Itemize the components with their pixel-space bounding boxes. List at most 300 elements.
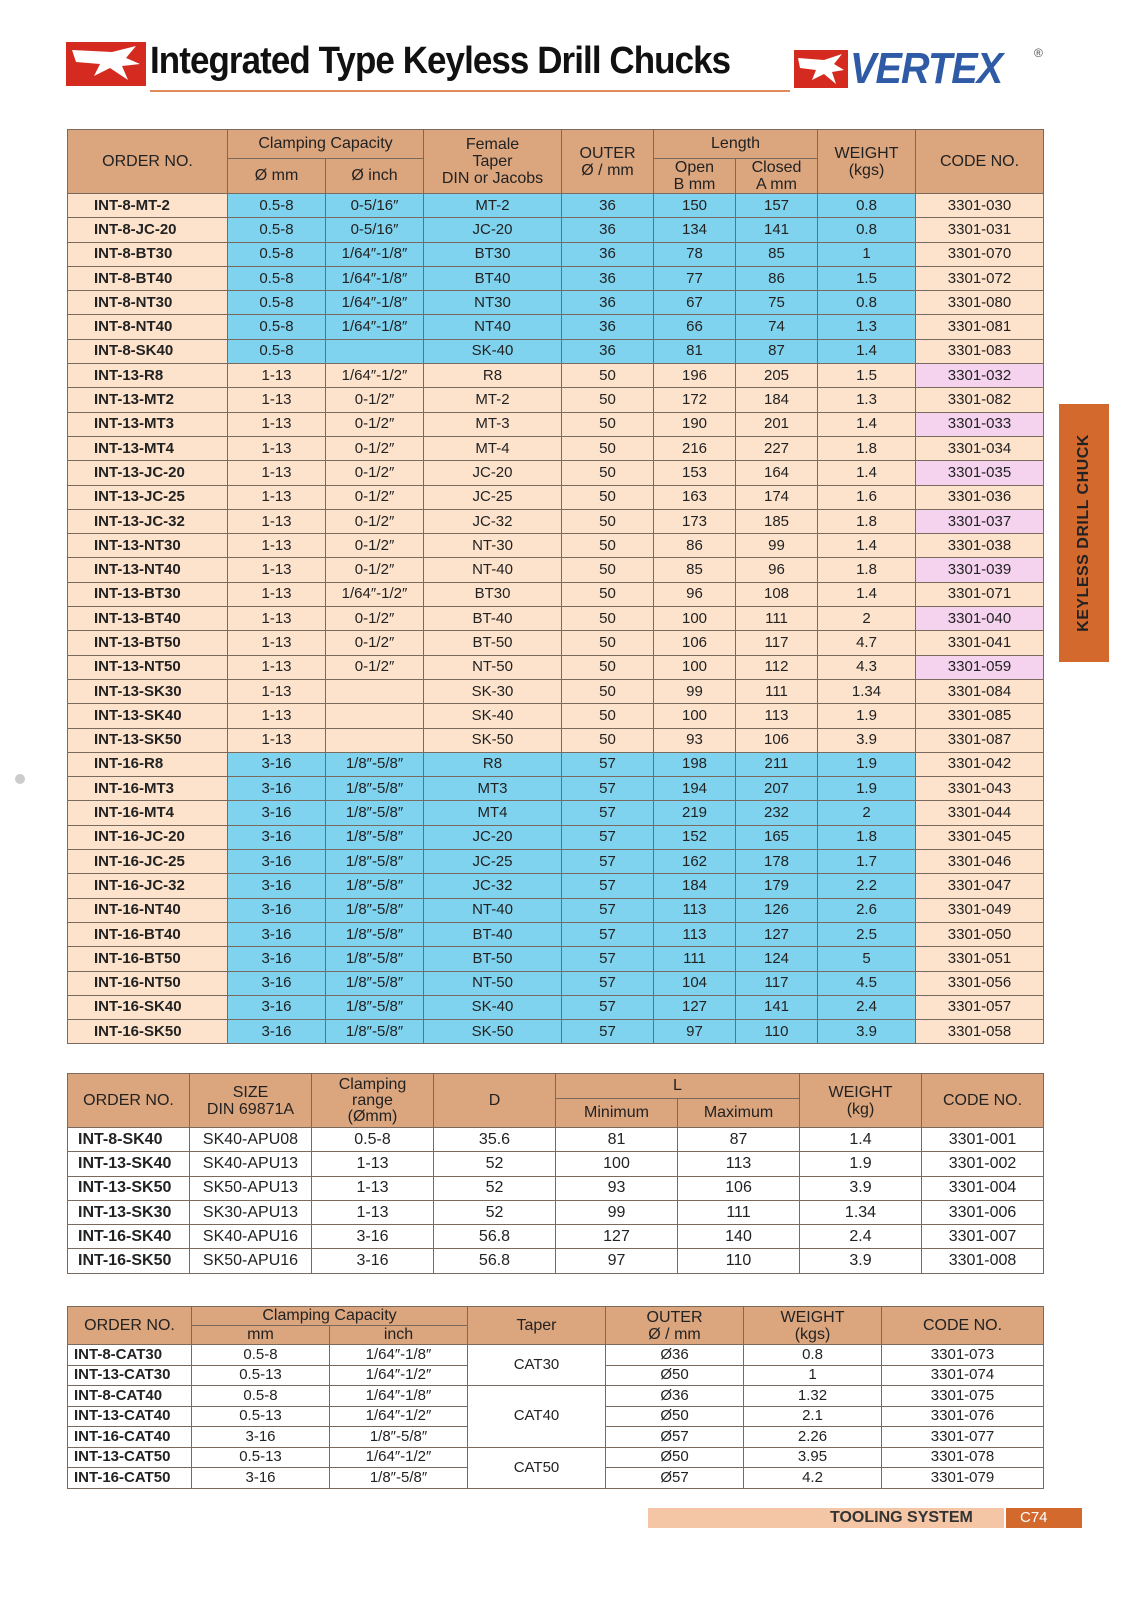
brand-logo: VERTEX [850,44,1003,93]
taper: SK-40 [424,704,562,728]
size: SK50-APU13 [190,1176,312,1200]
table-row [68,1249,1044,1273]
clamp-inch: 0-1/2″ [326,412,424,436]
closed-length: 141 [736,995,818,1019]
table-row [68,631,1044,655]
code-no: 3301-074 [882,1365,1044,1386]
length-max: 87 [678,1128,800,1152]
order-no: INT-16-MT4 [68,801,228,825]
clamp-mm: 3-16 [228,922,326,946]
closed-length: 185 [736,509,818,533]
clamp-mm: 1-13 [228,485,326,509]
table-row [68,1447,1044,1468]
clamp-inch: 0-1/2″ [326,558,424,582]
weight: 1.34 [800,1200,922,1224]
table-row [68,825,1044,849]
outer-diameter: 57 [562,752,654,776]
col-mm: mm [192,1326,330,1345]
order-no: INT-8-JC-20 [68,218,228,242]
closed-length: 117 [736,631,818,655]
weight: 1.4 [818,582,916,606]
clamping-range: 1-13 [312,1176,434,1200]
taper: SK-50 [424,728,562,752]
closed-length: 99 [736,534,818,558]
length-min: 99 [556,1200,678,1224]
open-length: 81 [654,339,736,363]
order-no: INT-8-BT40 [68,266,228,290]
table-row [68,752,1044,776]
closed-length: 85 [736,242,818,266]
outer-diameter: Ø36 [606,1345,744,1366]
col-code-no: CODE NO. [882,1307,1044,1345]
order-no: INT-13-SK40 [68,704,228,728]
outer-diameter: 50 [562,631,654,655]
open-length: 78 [654,242,736,266]
clamp-inch: 0-1/2″ [326,388,424,412]
code-no: 3301-051 [916,947,1044,971]
length-min: 127 [556,1225,678,1249]
order-no: INT-13-SK40 [68,1152,190,1176]
closed-length: 211 [736,752,818,776]
taper: BT40 [424,266,562,290]
clamp-mm: 1-13 [228,388,326,412]
weight: 4.3 [818,655,916,679]
code-no: 3301-059 [916,655,1044,679]
code-no: 3301-077 [882,1427,1044,1448]
weight: 2.2 [818,874,916,898]
length-min: 97 [556,1249,678,1273]
col-code-no: CODE NO. [916,130,1044,194]
table-row [68,194,1044,218]
taper: BT-50 [424,631,562,655]
outer-diameter: 57 [562,898,654,922]
table-row [68,558,1044,582]
eagle-logo [66,42,146,86]
clamp-inch: 1/64″-1/2″ [330,1406,468,1427]
weight: 3.9 [818,728,916,752]
footer-section: TOOLING SYSTEM [830,1509,973,1526]
weight: 1.6 [818,485,916,509]
size: SK40-APU16 [190,1225,312,1249]
weight: 2.5 [818,922,916,946]
taper-group: CAT40 [468,1386,606,1448]
diameter: 56.8 [434,1249,556,1273]
taper-group: CAT50 [468,1447,606,1488]
table-row [68,922,1044,946]
closed-length: 178 [736,850,818,874]
taper: MT-2 [424,194,562,218]
table-row [68,582,1044,606]
order-no: INT-13-JC-32 [68,509,228,533]
order-no: INT-13-SK30 [68,1200,190,1224]
open-length: 216 [654,436,736,460]
taper: MT-4 [424,436,562,460]
col-female-taper: Female Taper DIN or Jacobs [424,130,562,194]
open-length: 172 [654,388,736,412]
closed-length: 157 [736,194,818,218]
code-no: 3301-046 [916,850,1044,874]
outer-diameter: 50 [562,607,654,631]
length-min: 100 [556,1152,678,1176]
closed-length: 205 [736,364,818,388]
closed-length: 111 [736,679,818,703]
open-length: 67 [654,291,736,315]
open-length: 127 [654,995,736,1019]
clamp-mm: 1-13 [228,704,326,728]
open-length: 163 [654,485,736,509]
open-length: 113 [654,922,736,946]
table-row [68,971,1044,995]
table-row [68,461,1044,485]
length-max: 111 [678,1200,800,1224]
clamp-mm: 0.5-8 [228,339,326,363]
code-no: 3301-037 [916,509,1044,533]
din-spec-table [67,1073,1044,1274]
code-no: 3301-072 [916,266,1044,290]
clamp-inch: 1/8″-5/8″ [330,1468,468,1489]
clamp-mm: 1-13 [228,461,326,485]
code-no: 3301-040 [916,607,1044,631]
weight: 3.9 [800,1249,922,1273]
open-length: 190 [654,412,736,436]
open-length: 194 [654,777,736,801]
taper: NT-50 [424,655,562,679]
code-no: 3301-030 [916,194,1044,218]
col-weight: WEIGHT (kg) [800,1074,922,1128]
open-length: 96 [654,582,736,606]
closed-length: 110 [736,1020,818,1044]
open-length: 97 [654,1020,736,1044]
closed-length: 201 [736,412,818,436]
code-no: 3301-002 [922,1152,1044,1176]
size: SK30-APU13 [190,1200,312,1224]
table-row [68,679,1044,703]
weight: 1.9 [800,1152,922,1176]
page-number: C74 [1006,1508,1082,1528]
order-no: INT-16-SK50 [68,1249,190,1273]
closed-length: 108 [736,582,818,606]
open-length: 162 [654,850,736,874]
code-no: 3301-039 [916,558,1044,582]
clamp-mm: 3-16 [228,801,326,825]
closed-length: 207 [736,777,818,801]
col-inch: inch [330,1326,468,1345]
clamp-mm: 0.5-8 [228,315,326,339]
clamp-inch: 0-1/2″ [326,436,424,460]
closed-length: 87 [736,339,818,363]
order-no: INT-16-MT3 [68,777,228,801]
length-min: 81 [556,1128,678,1152]
closed-length: 165 [736,825,818,849]
section-side-tab[interactable] [1059,404,1109,662]
code-no: 3301-033 [916,412,1044,436]
clamp-inch: 0-5/16″ [326,218,424,242]
closed-length: 117 [736,971,818,995]
table-row [68,1128,1044,1152]
closed-length: 184 [736,388,818,412]
size: SK40-APU13 [190,1152,312,1176]
clamping-range: 1-13 [312,1152,434,1176]
size: SK50-APU16 [190,1249,312,1273]
col-taper: Taper [468,1307,606,1345]
length-max: 106 [678,1176,800,1200]
outer-diameter: 57 [562,922,654,946]
open-length: 85 [654,558,736,582]
table-row [68,947,1044,971]
weight: 1.4 [800,1128,922,1152]
order-no: INT-16-CAT40 [68,1427,192,1448]
closed-length: 86 [736,266,818,290]
taper: MT-2 [424,388,562,412]
clamp-inch: 1/64″-1/8″ [330,1386,468,1407]
clamp-inch: 0-1/2″ [326,655,424,679]
col-inch: Ø inch [326,159,424,194]
closed-length: 127 [736,922,818,946]
outer-diameter: 50 [562,364,654,388]
table-row [68,315,1044,339]
closed-length: 106 [736,728,818,752]
taper: R8 [424,752,562,776]
outer-diameter: 57 [562,1020,654,1044]
clamp-mm: 0.5-13 [192,1406,330,1427]
closed-length: 74 [736,315,818,339]
code-no: 3301-004 [922,1176,1044,1200]
table-row [68,607,1044,631]
outer-diameter: 50 [562,461,654,485]
code-no: 3301-073 [882,1345,1044,1366]
outer-diameter: 50 [562,388,654,412]
length-max: 140 [678,1225,800,1249]
clamp-mm: 1-13 [228,558,326,582]
table-row [68,534,1044,558]
order-no: INT-13-CAT40 [68,1406,192,1427]
closed-length: 232 [736,801,818,825]
open-length: 100 [654,607,736,631]
order-no: INT-16-CAT50 [68,1468,192,1489]
closed-length: 112 [736,655,818,679]
col-maximum: Maximum [678,1099,800,1128]
clamp-inch: 1/64″-1/8″ [326,291,424,315]
clamping-range: 3-16 [312,1249,434,1273]
outer-diameter: 36 [562,315,654,339]
table-row [68,242,1044,266]
outer-diameter: Ø50 [606,1447,744,1468]
brand-eagle-icon [794,50,848,88]
length-min: 93 [556,1176,678,1200]
table-row [68,995,1044,1019]
open-length: 99 [654,679,736,703]
order-no: INT-13-CAT30 [68,1365,192,1386]
closed-length: 164 [736,461,818,485]
table-row [68,1200,1044,1224]
weight: 0.8 [818,291,916,315]
code-no: 3301-076 [882,1406,1044,1427]
clamp-inch: 0-1/2″ [326,485,424,509]
weight: 2.4 [818,995,916,1019]
taper: NT-30 [424,534,562,558]
taper: NT-40 [424,558,562,582]
order-no: INT-13-NT40 [68,558,228,582]
taper: SK-30 [424,679,562,703]
outer-diameter: 36 [562,339,654,363]
taper: SK-40 [424,339,562,363]
side-tab-label: KEYLESS DRILL CHUCK [1075,434,1092,632]
col-closed: Closed A mm [736,159,818,194]
order-no: INT-8-SK40 [68,339,228,363]
col-weight: WEIGHT (kgs) [818,130,916,194]
clamp-mm: 0.5-8 [228,218,326,242]
order-no: INT-16-JC-25 [68,850,228,874]
open-length: 86 [654,534,736,558]
table-row [68,704,1044,728]
clamp-inch: 1/64″-1/2″ [330,1365,468,1386]
clamp-inch: 1/64″-1/8″ [326,242,424,266]
col-code-no: CODE NO. [922,1074,1044,1128]
outer-diameter: 57 [562,777,654,801]
clamp-mm: 0.5-13 [192,1447,330,1468]
order-no: INT-8-MT-2 [68,194,228,218]
clamp-mm: 0.5-8 [228,291,326,315]
table-row [68,266,1044,290]
order-no: INT-13-MT4 [68,436,228,460]
clamp-inch: 1/8″-5/8″ [326,874,424,898]
order-no: INT-16-SK40 [68,1225,190,1249]
clamp-mm: 1-13 [228,631,326,655]
outer-diameter: 57 [562,874,654,898]
weight: 1.34 [818,679,916,703]
clamp-inch: 0-1/2″ [326,509,424,533]
clamp-mm: 3-16 [228,1020,326,1044]
col-weight: WEIGHT (kgs) [744,1307,882,1345]
closed-length: 227 [736,436,818,460]
order-no: INT-16-BT50 [68,947,228,971]
clamp-inch [326,679,424,703]
clamping-range: 0.5-8 [312,1128,434,1152]
order-no: INT-8-CAT30 [68,1345,192,1366]
code-no: 3301-031 [916,218,1044,242]
length-max: 113 [678,1152,800,1176]
col-clamping-range: Clamping range (Ømm) [312,1074,434,1128]
table-row [68,339,1044,363]
taper: BT-40 [424,607,562,631]
outer-diameter: 50 [562,485,654,509]
table-row [68,1345,1044,1366]
table-row [68,655,1044,679]
open-length: 66 [654,315,736,339]
taper: R8 [424,364,562,388]
clamp-inch: 1/8″-5/8″ [326,825,424,849]
col-minimum: Minimum [556,1099,678,1128]
clamp-mm: 1-13 [228,412,326,436]
open-length: 184 [654,874,736,898]
code-no: 3301-047 [916,874,1044,898]
weight: 2.6 [818,898,916,922]
clamp-mm: 0.5-8 [228,242,326,266]
table-row [68,1386,1044,1407]
order-no: INT-8-CAT40 [68,1386,192,1407]
clamp-inch: 1/64″-1/2″ [326,582,424,606]
outer-diameter: 57 [562,850,654,874]
weight: 1.4 [818,534,916,558]
order-no: INT-16-JC-20 [68,825,228,849]
order-no: INT-13-SK30 [68,679,228,703]
table-row [68,874,1044,898]
col-length: Length [654,130,818,159]
weight: 5 [818,947,916,971]
table-row [68,1152,1044,1176]
clamp-inch: 1/8″-5/8″ [326,801,424,825]
outer-diameter: 50 [562,509,654,533]
clamp-mm: 3-16 [228,898,326,922]
order-no: INT-16-JC-32 [68,874,228,898]
col-order-no: ORDER NO. [68,1074,190,1128]
code-no: 3301-071 [916,582,1044,606]
taper: JC-20 [424,461,562,485]
order-no: INT-16-NT50 [68,971,228,995]
clamp-inch [326,704,424,728]
taper: BT30 [424,582,562,606]
weight: 3.9 [818,1020,916,1044]
diameter: 52 [434,1200,556,1224]
weight: 1.7 [818,850,916,874]
taper-group: CAT30 [468,1345,606,1386]
taper: BT30 [424,242,562,266]
open-length: 153 [654,461,736,485]
outer-diameter: 50 [562,436,654,460]
weight: 1 [744,1365,882,1386]
code-no: 3301-041 [916,631,1044,655]
table-row [68,850,1044,874]
weight: 1.5 [818,364,916,388]
taper: JC-25 [424,850,562,874]
order-no: INT-13-SK50 [68,728,228,752]
order-no: INT-13-BT30 [68,582,228,606]
closed-length: 141 [736,218,818,242]
outer-diameter: 50 [562,558,654,582]
clamp-mm: 3-16 [228,947,326,971]
outer-diameter: 36 [562,266,654,290]
weight: 0.8 [744,1345,882,1366]
margin-dot [15,774,25,784]
open-length: 152 [654,825,736,849]
clamp-mm: 3-16 [192,1427,330,1448]
outer-diameter: 57 [562,825,654,849]
open-length: 150 [654,194,736,218]
taper: BT-40 [424,922,562,946]
order-no: INT-13-BT40 [68,607,228,631]
outer-diameter: 57 [562,995,654,1019]
outer-diameter: 57 [562,947,654,971]
clamp-mm: 1-13 [228,436,326,460]
taper: JC-32 [424,509,562,533]
weight: 1.9 [818,752,916,776]
weight: 4.7 [818,631,916,655]
page-title: Integrated Type Keyless Drill Chucks [150,40,731,82]
clamp-mm: 0.5-8 [228,194,326,218]
clamp-mm: 3-16 [228,777,326,801]
taper: NT40 [424,315,562,339]
diameter: 56.8 [434,1225,556,1249]
order-no: INT-13-MT3 [68,412,228,436]
code-no: 3301-001 [922,1128,1044,1152]
clamp-inch: 0-1/2″ [326,607,424,631]
order-no: INT-13-R8 [68,364,228,388]
clamp-inch: 1/8″-5/8″ [326,922,424,946]
table-row [68,1020,1044,1044]
code-no: 3301-044 [916,801,1044,825]
code-no: 3301-078 [882,1447,1044,1468]
taper: MT-3 [424,412,562,436]
